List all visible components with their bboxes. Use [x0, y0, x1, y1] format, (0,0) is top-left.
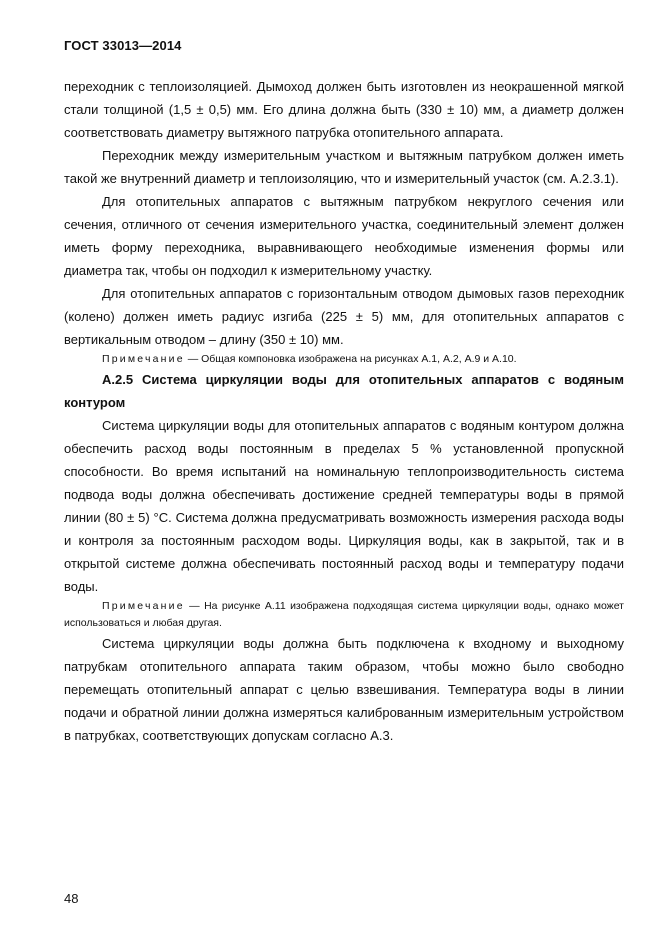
note-text: — На рисунке А.11 изображена подходящая система циркуляции воды, однако может использоваться и любая другая.: [64, 600, 624, 629]
paragraph-chimney: переходник с теплоизоляцией. Дымоход должен быть изготовлен из неокрашенной мягкой стали толщиной (1,5 ± 0,5) мм. Его длина должна быть (330 ± 10) мм, а диаметр должен соответствовать диаметру вытяжного патрубка отопительного аппарата.: [64, 79, 624, 140]
paragraph-elbow: Для отопительных аппаратов с горизонтальным отводом дымовых газов переходник (колено) должен иметь радиус изгиба (225 ± 5) мм, для отопительных аппаратов с вертикальным отводом – длину (350 ± 10) мм.: [64, 286, 624, 347]
note-label: Примечание: [102, 600, 185, 612]
paragraph-connection: Система циркуляции воды должна быть подключена к входному и выходному патрубкам отопительного аппарата таким образом, чтобы можно было свободно перемещать отопительный аппарат с целью взвешивания. Температура воды в линии подачи и обратной линии должна измеряться калиброванным измерительным устройством в патрубках, соответствующих допускам согласно А.3.: [64, 636, 624, 743]
note-text: — Общая компоновка изображена на рисунках А.1, А.2, А.9 и А.10.: [184, 353, 517, 365]
paragraph-noncircular-outlet: Для отопительных аппаратов с вытяжным патрубком некруглого сечения или сечения, отличного от сечения измерительного участка, соединительный элемент должен иметь форму переходника, выравнивающего необходимые изменения формы или диаметра так, чтобы он подходил к измерительному участку.: [64, 194, 624, 278]
paragraph-adapter: Переходник между измерительным участком и вытяжным патрубком должен иметь такой же внутренний диаметр и теплоизоляцию, что и измерительный участок (см. А.2.3.1).: [64, 148, 624, 186]
note-label: Примечание: [102, 353, 185, 365]
note-figure-a11: [64, 598, 624, 632]
paragraph-water-circulation: Система циркуляции воды для отопительных аппаратов с водяным контуром должна обеспечить расход воды постоянным в пределах 5 % установленной пропускной способности. Во время испытаний на номинальную теплопроизводительность система подвода воды должна обеспечивать достижение средней температуры воды в прямой линии (80 ± 5) °С. Система должна предусматривать возможность измерения расхода воды и контроля за постоянным расходом воды. Циркуляция воды, как в закрытой, так и в открытой системе должна обеспечивать постоянный расход воды и температуру подачи воды.: [64, 418, 624, 594]
section-heading-a25: А.2.5 Система циркуляции воды для отопительных аппаратов с водяным контуром: [64, 372, 624, 410]
document-body: [64, 75, 624, 747]
document-code-header: ГОСТ 33013—2014: [64, 38, 182, 53]
page-number: 48: [64, 891, 79, 906]
note-layout: [64, 351, 624, 368]
